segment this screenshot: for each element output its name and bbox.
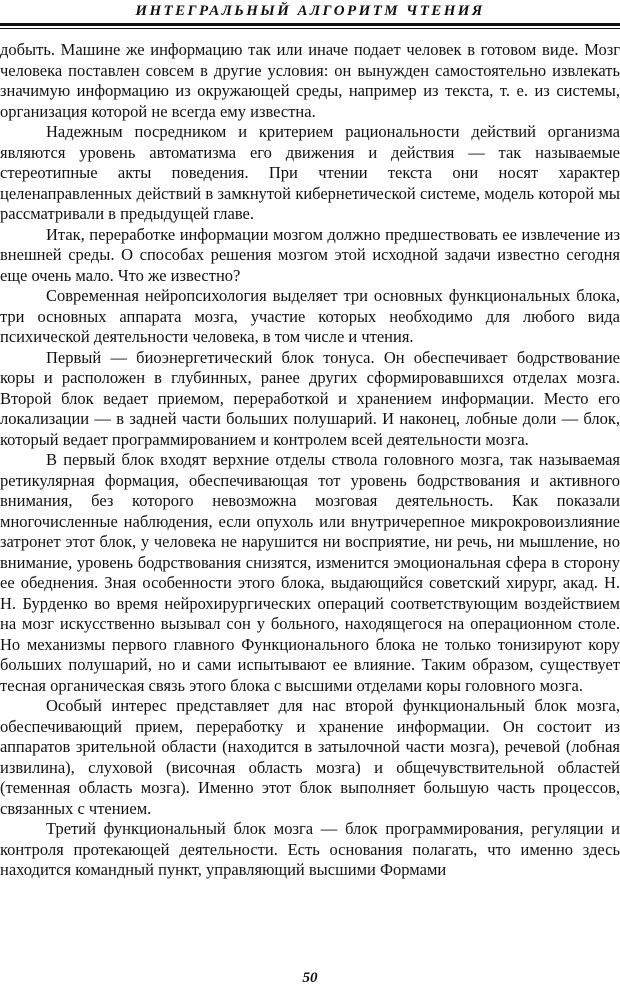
paragraph: Надежным посредником и критерием рациональности действий организма являются уровень автоматизма его движения и действия — так называемые стереотипные акты поведения. При чтении текста они носят характер целенаправленных действий в замкнутой кибернетической системе, модель которой мы рассматривали в предыдущей главе.: [0, 122, 620, 223]
body-text: [0, 40, 620, 881]
paragraph: Первый — биоэнергетический блок тонуса. Он обеспечивает бодрствование коры и расположен в глубинных, ранее других сформировавшихся отделах мозга. Второй блок ведает приемом, переработкой и хранением информации. Место его локализации — в задней части больших полушарий. И наконец, лобные доли — блок, который ведает программированием и контролем всей деятельности мозга.: [0, 347, 620, 449]
paragraph: Итак, переработке информации мозгом должно предшествовать ее извлечение из внешней среды. О способах решения мозгом этой исходной задачи известно сегодня еще очень мало. Что же известно?: [0, 224, 620, 285]
paragraph: добыть. Машине же информацию так или иначе подает человек в готовом виде. Мозг человека поставлен совсем в другие условия: он вынужден самостоятельно извлекать значимую информацию из окружающей среды, например из текста, т. е. из системы, организация которой не всегда ему известна.: [0, 40, 620, 121]
paragraph: В первый блок входят верхние отделы ствола головного мозга, так называемая ретикулярная формация, обеспечивающая тот уровень бодрствования и активного внимания, без которого невозможна мозговая деятельность. Как показали многочисленные наблюдения, если опухоль или внутричерепное микрокровоизлияние затронет этот блок, у человека не нарушится ни восприятие, ни речь, ни мышление, но внимание, уровень бодрствования снизятся, изменится эмоциональная сфера в сторону ее обеднения. Зная особенности этого блока, выдающийся советский хирург, акад. Н. Н. Бурденко во время нейрохирургических операций соответствующим воздействием на мозг искусственно вызывал сон у больного, находящегося на операционном столе. Но механизмы первого главного Функционального блока не только тонизируют кору больших полушарий, но и сами испытывают ее влияние. Таким образом, существует тесная органическая связь этого блока с высшими отделами коры головного мозга.: [0, 450, 620, 695]
paragraph: Современная нейропсихология выделяет три основных функциональных блока, три основных аппарата мозга, участие которых необходимо для любого вида психической деятельности человека, в том числе и чтения.: [0, 286, 620, 346]
paragraph: Третий функциональный блок мозга — блок программирования, регуляции и контроля протекающей деятельности. Есть основания полагать, что именно здесь находится командный пункт, управляющий высшими Формами: [0, 819, 620, 879]
page-number: 50: [302, 970, 318, 986]
header-rule-thin: [0, 28, 620, 29]
header-rule-thick: [0, 23, 620, 26]
running-title: ИНТЕГРАЛЬНЫЙ АЛГОРИТМ ЧТЕНИЯ: [135, 3, 485, 19]
paragraph: Особый интерес представляет для нас второй функциональный блок мозга, обеспечивающий прием, переработку и хранение информации. Он состоит из аппаратов зрительной области (находится в затылочной части мозга), речевой (лобная извилина), слуховой (височная область мозга) и общечувствительной областей (теменная область мозга). Именно этот блок выполняет большую часть процессов, связанных с чтением.: [0, 696, 620, 818]
